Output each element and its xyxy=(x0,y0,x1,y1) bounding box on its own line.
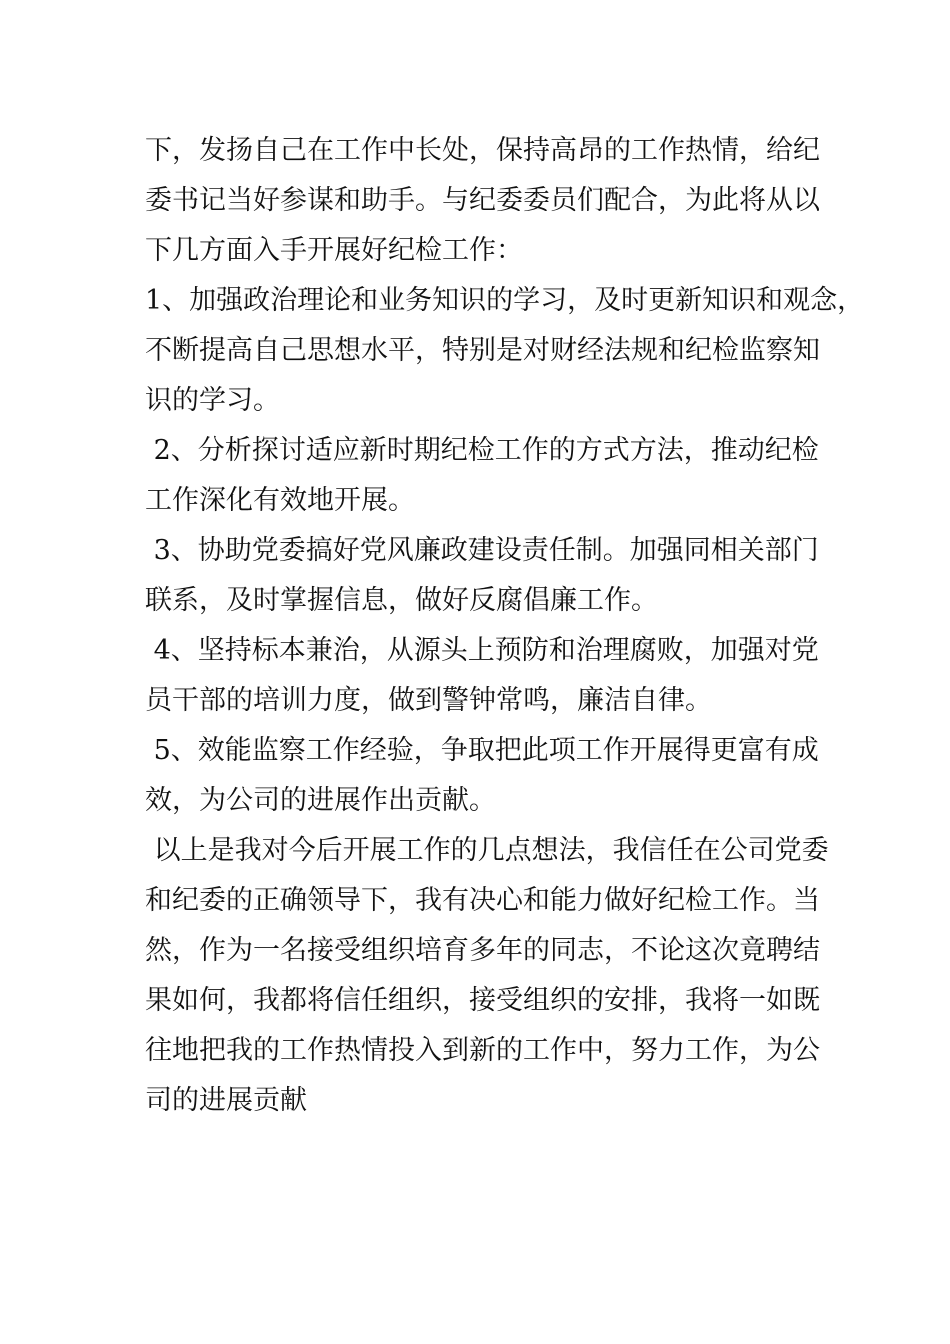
text-line: 4、坚持标本兼治，从源头上预防和治理腐败，加强对党 xyxy=(145,635,819,666)
document-body xyxy=(145,126,865,1126)
text-line: 委书记当好参谋和助手。与纪委委员们配合，为此将从以 xyxy=(145,185,820,216)
text-line: 以上是我对今后开展工作的几点想法，我信任在公司党委 xyxy=(145,835,829,866)
text-line: 下几方面入手开展好纪检工作： xyxy=(145,235,523,266)
text-line: 司的进展贡献 xyxy=(145,1085,307,1116)
text-line: 员干部的培训力度，做到警钟常鸣，廉洁自律。 xyxy=(145,685,712,716)
text-line: 1、加强政治理论和业务知识的学习，及时更新知识和观念， xyxy=(145,285,865,316)
text-line: 3、协助党委搞好党风廉政建设责任制。加强同相关部门 xyxy=(145,535,819,566)
text-line: 识的学习。 xyxy=(145,385,280,416)
text-line: 工作深化有效地开展。 xyxy=(145,485,415,516)
text-line: 5、效能监察工作经验，争取把此项工作开展得更富有成 xyxy=(145,735,819,766)
text-line: 效，为公司的进展作出贡献。 xyxy=(145,785,496,816)
text-line: 联系，及时掌握信息，做好反腐倡廉工作。 xyxy=(145,585,658,616)
text-line: 然，作为一名接受组织培育多年的同志，不论这次竟聘结 xyxy=(145,935,820,966)
text-line: 往地把我的工作热情投入到新的工作中，努力工作，为公 xyxy=(145,1035,820,1066)
text-line: 下，发扬自己在工作中长处，保持高昂的工作热情，给纪 xyxy=(145,135,820,166)
text-line: 2、分析探讨适应新时期纪检工作的方式方法，推动纪检 xyxy=(145,435,819,466)
text-line: 不断提高自己思想水平，特别是对财经法规和纪检监察知 xyxy=(145,335,820,366)
text-line: 和纪委的正确领导下，我有决心和能力做好纪检工作。当 xyxy=(145,885,820,916)
text-line: 果如何，我都将信任组织，接受组织的安排，我将一如既 xyxy=(145,985,820,1016)
